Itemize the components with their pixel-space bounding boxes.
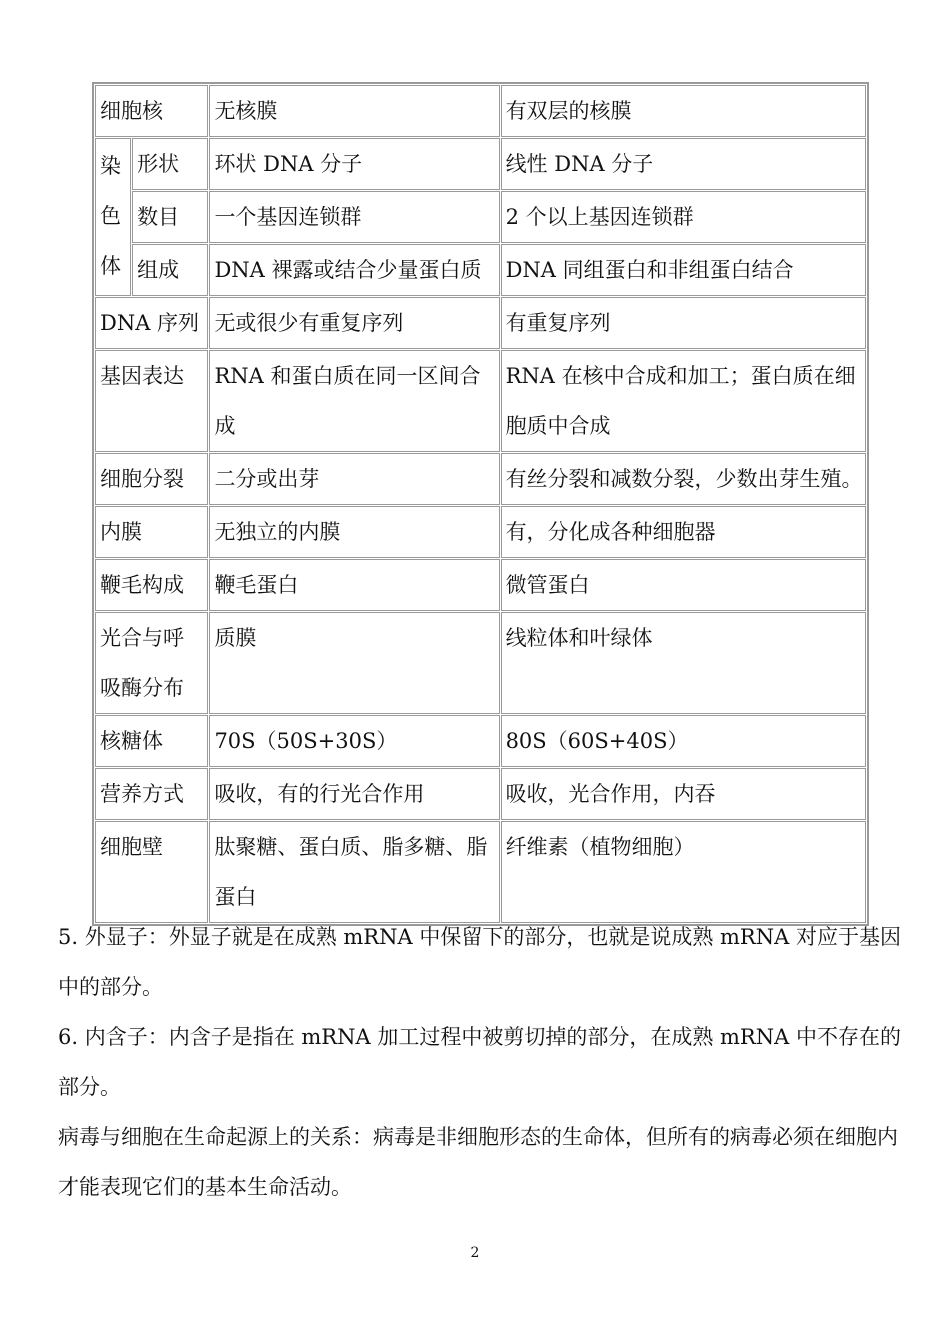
prokaryote-cell: 无核膜: [209, 85, 499, 137]
table-row: [95, 297, 866, 349]
prokaryote-cell: DNA 裸露或结合少量蛋白质: [209, 244, 499, 296]
feature-cell: 细胞核: [95, 85, 208, 137]
feature-cell: 核糖体: [95, 715, 208, 767]
chromosome-char: 染: [100, 154, 121, 178]
eukaryote-cell: 有丝分裂和减数分裂，少数出芽生殖。: [501, 453, 866, 505]
eukaryote-cell: DNA 同组蛋白和非组蛋白结合: [501, 244, 866, 296]
prokaryote-cell: 肽聚糖、蛋白质、脂多糖、脂蛋白: [209, 821, 499, 923]
feature-cell: 内膜: [95, 506, 208, 558]
eukaryote-cell: 微管蛋白: [501, 559, 866, 611]
table-row: [95, 715, 866, 767]
paragraph-intron: 6. 内含子：内含子是指在 mRNA 加工过程中被剪切掉的部分，在成熟 mRNA 中不存在的部分。: [58, 1025, 901, 1099]
eukaryote-cell: 纤维素（植物细胞）: [501, 821, 866, 923]
feature-cell: 营养方式: [95, 768, 208, 820]
table-row: [95, 350, 866, 452]
eukaryote-cell: 线粒体和叶绿体: [501, 612, 866, 714]
eukaryote-cell: 2 个以上基因连锁群: [501, 191, 866, 243]
feature-cell: 基因表达: [95, 350, 208, 452]
chromosome-char: 体: [100, 254, 121, 278]
prokaryote-cell: 二分或出芽: [209, 453, 499, 505]
prokaryote-cell: 吸收，有的行光合作用: [209, 768, 499, 820]
table-row: [95, 453, 866, 505]
eukaryote-cell: 吸收，光合作用，内吞: [501, 768, 866, 820]
prokaryote-cell: 环状 DNA 分子: [209, 138, 499, 190]
feature-cell: 光合与呼吸酶分布: [95, 612, 208, 714]
eukaryote-cell: 有双层的核膜: [501, 85, 866, 137]
feature-cell: 细胞壁: [95, 821, 208, 923]
sub-feature-cell: 数目: [132, 191, 208, 243]
table-row: [95, 191, 866, 243]
paragraph-exon: 5. 外显子：外显子就是在成熟 mRNA 中保留下的部分，也就是说成熟 mRNA 对应于基因中的部分。: [58, 925, 901, 999]
eukaryote-cell: 有，分化成各种细胞器: [501, 506, 866, 558]
eukaryote-cell: 有重复序列: [501, 297, 866, 349]
page-number: 2: [470, 1245, 480, 1261]
sub-feature-cell: 组成: [132, 244, 208, 296]
prokaryote-cell: 一个基因连锁群: [209, 191, 499, 243]
eukaryote-cell: RNA 在核中合成和加工；蛋白质在细胞质中合成: [501, 350, 866, 452]
prokaryote-cell: 无独立的内膜: [209, 506, 499, 558]
paragraph-virus-cell-relation: 病毒与细胞在生命起源上的关系：病毒是非细胞形态的生命体，但所有的病毒必须在细胞内才能表现它们的基本生命活动。: [58, 1125, 898, 1199]
prokaryote-cell: 70S（50S+30S）: [209, 715, 499, 767]
eukaryote-cell: 80S（60S+40S）: [501, 715, 866, 767]
eukaryote-cell: 线性 DNA 分子: [501, 138, 866, 190]
prokaryote-cell: RNA 和蛋白质在同一区间合成: [209, 350, 499, 452]
prokaryote-cell: 无或很少有重复序列: [209, 297, 499, 349]
feature-cell: DNA 序列: [95, 297, 208, 349]
chromosome-char: 色: [100, 204, 121, 228]
table-row: [95, 768, 866, 820]
table-row: [95, 506, 866, 558]
table-row: [95, 821, 866, 923]
table-row: [95, 612, 866, 714]
feature-cell: 细胞分裂: [95, 453, 208, 505]
table-row: [95, 85, 866, 137]
prokaryote-eukaryote-comparison-table: [92, 82, 869, 926]
chromosome-group-cell: [95, 138, 131, 296]
prokaryote-cell: 鞭毛蛋白: [209, 559, 499, 611]
table-row: [95, 244, 866, 296]
table-row: [95, 138, 866, 190]
prokaryote-cell: 质膜: [209, 612, 499, 714]
sub-feature-cell: 形状: [132, 138, 208, 190]
feature-cell: 鞭毛构成: [95, 559, 208, 611]
table-row: [95, 559, 866, 611]
